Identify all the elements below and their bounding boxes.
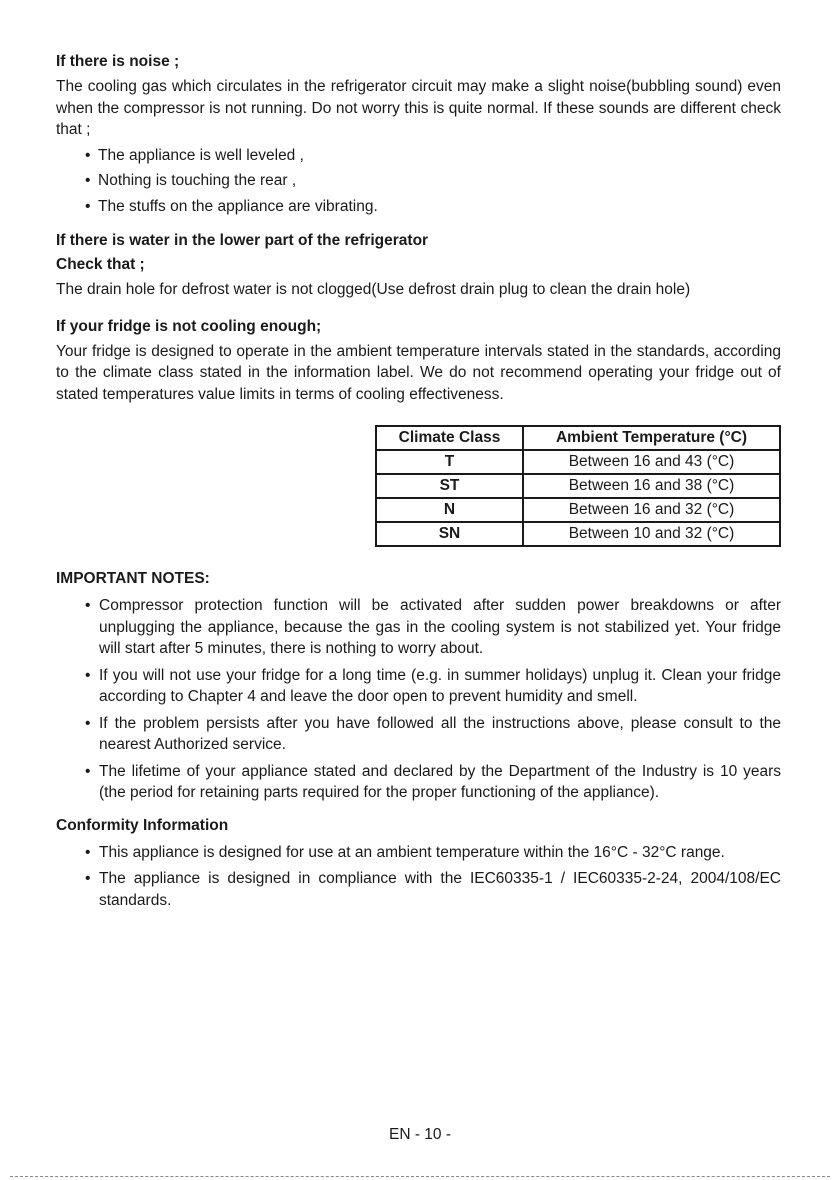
list-item: • The appliance is well leveled ,	[56, 145, 781, 167]
list-item: • This appliance is designed for use at an ambient temperature within the 16°C - 32°C range.	[56, 842, 781, 864]
list-item: • The lifetime of your appliance stated and declared by the Department of the Industry is 10 years (the period for retaining parts required for the proper functioning of the appliance).	[56, 761, 781, 804]
page-number: EN - 10 -	[388, 1126, 451, 1143]
conformity-list	[56, 842, 781, 912]
page-content	[56, 52, 781, 916]
temperature-range-cell: Between 16 and 32 (°C)	[523, 498, 780, 522]
water-body: The drain hole for defrost water is not clogged(Use defrost drain plug to clean the drain hole)	[56, 281, 691, 298]
climate-class-table	[375, 425, 781, 547]
water-subheading: Check that ;	[56, 256, 145, 273]
noise-heading: If there is noise ;	[56, 53, 180, 70]
important-notes-heading: IMPORTANT NOTES:	[56, 570, 210, 587]
noise-body: The cooling gas which circulates in the refrigerator circuit may make a slight noise(bubbling sound) even when the compressor is not running. Do not worry this is quite normal. If these sounds are different check that ;	[56, 78, 781, 138]
climate-class-cell: N	[376, 498, 523, 522]
list-item: • Nothing is touching the rear ,	[56, 170, 781, 192]
climate-class-cell: ST	[376, 474, 523, 498]
important-notes-list	[56, 595, 781, 804]
conformity-heading: Conformity Information	[56, 816, 229, 834]
column-header: Climate Class	[376, 426, 523, 450]
list-item: • The appliance is designed in compliance with the IEC60335-1 / IEC60335-2-24, 2004/108/EC standards.	[56, 868, 781, 911]
table-row	[376, 522, 780, 546]
noise-checklist	[56, 145, 781, 218]
temperature-range-cell: Between 10 and 32 (°C)	[523, 522, 780, 546]
list-item: • Compressor protection function will be activated after sudden power breakdowns or after unplugging the appliance, because the gas in the cooling system is not stabilized yet. Your fridge will start after 5 minutes, there is nothing to worry about.	[56, 595, 781, 660]
climate-table-wrapper	[56, 425, 781, 547]
column-header: Ambient Temperature (°C)	[523, 426, 780, 450]
table-header-row	[376, 426, 780, 450]
cooling-heading: If your fridge is not cooling enough;	[56, 317, 322, 335]
table-row	[376, 498, 780, 522]
temperature-range-cell: Between 16 and 43 (°C)	[523, 450, 780, 474]
cooling-body: Your fridge is designed to operate in the ambient temperature intervals stated in the standards, according to the climate class stated in the information label. We do not recommend operating your fridge out of stated temperatures value limits in terms of cooling effectiveness.	[56, 342, 781, 403]
list-item: • The stuffs on the appliance are vibrating.	[56, 196, 781, 218]
water-heading: If there is water in the lower part of the refrigerator	[56, 232, 429, 249]
temperature-range-cell: Between 16 and 38 (°C)	[523, 474, 780, 498]
table-row	[376, 450, 780, 474]
page-bottom-divider	[10, 1176, 830, 1177]
list-item: • If you will not use your fridge for a long time (e.g. in summer holidays) unplug it. Clean your fridge according to Chapter 4 and leave the door open to prevent humidity and smell.	[56, 665, 781, 708]
climate-class-cell: T	[376, 450, 523, 474]
list-item: • If the problem persists after you have followed all the instructions above, please consult to the nearest Authorized service.	[56, 713, 781, 756]
climate-class-cell: SN	[376, 522, 523, 546]
table-row	[376, 474, 780, 498]
